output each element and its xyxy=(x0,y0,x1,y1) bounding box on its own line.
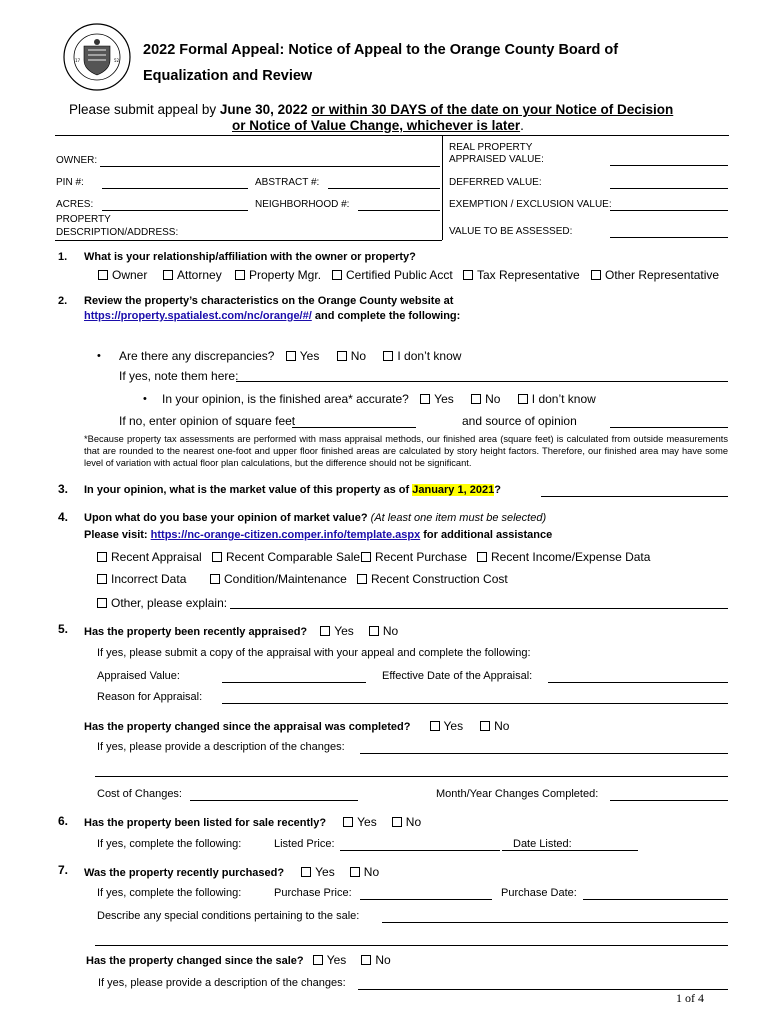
checkbox-icon[interactable] xyxy=(591,270,601,280)
q1-option-cpa[interactable] xyxy=(332,268,453,282)
q2-link-line xyxy=(84,310,460,322)
q5-changed-desc-label: If yes, please provide a description of the changes: xyxy=(97,741,345,753)
q1-option-attorney[interactable] xyxy=(163,268,222,282)
q1-number: 1. xyxy=(58,251,68,263)
q3-market-value-field[interactable] xyxy=(541,496,728,497)
bullet-icon: • xyxy=(97,350,101,362)
yes-label: Yes xyxy=(299,349,320,363)
checkbox-icon[interactable] xyxy=(343,817,353,827)
q4-note: (At least one item must be selected) xyxy=(370,512,547,524)
desc-label-1: PROPERTY xyxy=(56,214,111,225)
q7-purchase-price-label: Purchase Price: xyxy=(274,887,352,899)
q5-question: Has the property been recently appraised? xyxy=(84,626,308,638)
q4-opt-construction-cost[interactable] xyxy=(357,572,508,586)
q6-date-listed-label: Date Listed: xyxy=(513,838,572,850)
yes-label: Yes xyxy=(326,953,347,967)
q4-option-label: Condition/Maintenance xyxy=(224,572,347,586)
no-label: No xyxy=(363,865,380,879)
pin-field[interactable] xyxy=(102,188,248,189)
checkbox-icon[interactable] xyxy=(235,270,245,280)
desc-label-2: DESCRIPTION/ADDRESS: xyxy=(56,227,179,238)
exemption-label: EXEMPTION / EXCLUSION VALUE: xyxy=(449,199,612,210)
form-title-line1: 2022 Formal Appeal: Notice of Appeal to the Orange County Board of xyxy=(143,42,619,58)
q2-note-field[interactable] xyxy=(236,381,728,382)
svg-text:52: 52 xyxy=(114,58,120,63)
q1-option-other-rep[interactable] xyxy=(591,268,719,282)
q7-purchase-price-field[interactable] xyxy=(360,899,492,900)
yes-label: Yes xyxy=(315,865,335,879)
no-label: No xyxy=(485,392,501,406)
q2-disc-no[interactable] xyxy=(337,349,366,363)
checkbox-icon[interactable] xyxy=(97,574,107,584)
q7-question-row xyxy=(84,865,379,879)
no-label: No xyxy=(382,624,399,638)
q2-source-label: and source of opinion xyxy=(462,414,577,428)
q4-visit-label: Please visit: xyxy=(84,529,148,541)
submit-deadline-line1 xyxy=(69,102,673,117)
q3-question-row xyxy=(84,484,501,496)
checkbox-icon[interactable] xyxy=(313,955,323,965)
checkbox-icon[interactable] xyxy=(477,552,487,562)
q2-footnote: *Because property tax assessments are performed with mass appraisal methods, our finished area (square feet) is calculated from outside measurements that are rounded to the nearest one-foot and upper floor finished areas are calculated by story height factors. Therefore, our finished area may have some level of variation with actual floor plan calculations, but the difference should not be significant. xyxy=(84,434,728,468)
checkbox-icon[interactable] xyxy=(420,394,430,404)
q6-question-row xyxy=(84,815,421,829)
checkbox-icon[interactable] xyxy=(430,721,440,731)
q4-after-link: for additional assistance xyxy=(423,529,553,541)
q4-opt-incorrect-data[interactable] xyxy=(97,572,186,586)
submit-end: . xyxy=(520,118,524,133)
q7-changed-no[interactable] xyxy=(361,953,390,967)
q4-option-label: Recent Appraisal xyxy=(111,550,202,564)
q6-if-yes: If yes, complete the following: xyxy=(97,838,242,850)
q7-purchase-date-label: Purchase Date: xyxy=(501,887,577,899)
q5-question-row xyxy=(84,624,398,638)
dont-know-label: I don’t know xyxy=(531,392,596,406)
bullet-icon: • xyxy=(143,393,147,405)
q1-option-owner[interactable] xyxy=(98,268,147,282)
q1-option-label: Attorney xyxy=(177,268,222,282)
table-divider xyxy=(442,136,443,240)
submit-line2: or Notice of Value Change, whichever is later xyxy=(232,118,521,133)
q5-changed-desc-field[interactable] xyxy=(360,753,728,754)
q7-special-field[interactable] xyxy=(382,922,728,923)
q4-other-label: Other, please explain: xyxy=(111,596,228,610)
q5-appraised-value-field[interactable] xyxy=(222,682,366,683)
q5-effective-date-label: Effective Date of the Appraisal: xyxy=(382,670,533,682)
checkbox-icon[interactable] xyxy=(357,574,367,584)
appraised-value-field[interactable] xyxy=(610,165,728,166)
q3-end: ? xyxy=(494,484,501,496)
assessed-value-field[interactable] xyxy=(610,237,728,238)
no-label: No xyxy=(405,815,422,829)
checkbox-icon[interactable] xyxy=(332,270,342,280)
checkbox-icon[interactable] xyxy=(463,270,473,280)
q7-special-field-2[interactable] xyxy=(95,945,728,946)
q7-changed-desc-field[interactable] xyxy=(358,989,728,990)
no-label: No xyxy=(350,349,367,363)
q2-number: 2. xyxy=(58,295,68,307)
q3-number: 3. xyxy=(58,482,69,496)
q7-number: 7. xyxy=(58,863,69,877)
q5-yes[interactable] xyxy=(320,624,354,638)
submit-mid: or within 30 DAYS of the date on your Notice of Decision xyxy=(311,102,674,117)
q1-option-label: Certified Public Acct xyxy=(346,268,453,282)
acres-field[interactable] xyxy=(102,210,248,211)
table-top-rule xyxy=(55,135,729,136)
q5-changed-desc-field-2[interactable] xyxy=(95,776,728,777)
q2-disc-dont-know[interactable] xyxy=(383,349,461,363)
submit-date: June 30, 2022 xyxy=(219,102,308,117)
yes-label: Yes xyxy=(357,815,377,829)
checkbox-icon[interactable] xyxy=(286,351,296,361)
deferred-label: DEFERRED VALUE: xyxy=(449,177,542,188)
checkbox-icon[interactable] xyxy=(471,394,481,404)
q4-opt-recent-purchase[interactable] xyxy=(361,550,467,564)
q2-source-field[interactable] xyxy=(610,427,728,428)
q1-option-label: Tax Representative xyxy=(477,268,580,282)
q2-discrepancies-label: Are there any discrepancies? xyxy=(119,349,275,363)
q4-number: 4. xyxy=(58,510,69,524)
checkbox-icon[interactable] xyxy=(361,552,371,562)
q5-month-year-field[interactable] xyxy=(610,800,728,801)
q2-finished-area-row xyxy=(162,392,596,406)
pin-label: PIN #: xyxy=(56,177,84,188)
submit-deadline-line2 xyxy=(232,118,524,133)
assessed-label: VALUE TO BE ASSESSED: xyxy=(449,226,573,237)
q4-opt-comparable-sale[interactable] xyxy=(212,550,360,564)
q3-date-highlight: January 1, 2021 xyxy=(412,484,495,496)
q2-sqft-field[interactable] xyxy=(292,427,416,428)
q5-changed-yes[interactable] xyxy=(430,719,464,733)
q7-if-yes: If yes, complete the following: xyxy=(97,887,242,899)
checkbox-icon[interactable] xyxy=(361,955,371,965)
q5-cost-label: Cost of Changes: xyxy=(97,788,182,800)
checkbox-icon[interactable] xyxy=(383,351,393,361)
q1-question: What is your relationship/affiliation with the owner or property? xyxy=(84,251,416,263)
q2-sqft-label: If no, enter opinion of square feet xyxy=(119,414,296,428)
q3-question: In your opinion, what is the market value of this property as of xyxy=(84,484,410,496)
q4-opt-income-expense[interactable] xyxy=(477,550,650,564)
q5-number: 5. xyxy=(58,622,69,636)
q1-option-property-mgr[interactable] xyxy=(235,268,321,282)
q6-date-listed-field[interactable] xyxy=(502,850,638,851)
q7-no[interactable] xyxy=(350,865,379,879)
yes-label: Yes xyxy=(434,392,454,406)
q5-changed-no[interactable] xyxy=(480,719,509,733)
q6-listed-price-label: Listed Price: xyxy=(274,838,335,850)
abstract-field[interactable] xyxy=(328,188,440,189)
q7-changed-desc-label: If yes, please provide a description of the changes: xyxy=(98,977,346,989)
q7-question: Was the property recently purchased? xyxy=(84,867,285,879)
q5-no[interactable] xyxy=(369,624,398,638)
abstract-label: ABSTRACT #: xyxy=(255,177,320,188)
q7-yes[interactable] xyxy=(301,865,335,879)
checkbox-icon[interactable] xyxy=(301,867,311,877)
q4-option-label: Incorrect Data xyxy=(111,572,187,586)
q4-question: Upon what do you base your opinion of market value? xyxy=(84,512,368,524)
q4-other-field[interactable] xyxy=(230,608,728,609)
comper-link[interactable]: https://nc-orange-citizen.comper.info/template.aspx xyxy=(150,529,421,541)
q4-opt-other[interactable] xyxy=(97,596,227,610)
q7-changed-yes[interactable] xyxy=(313,953,347,967)
county-seal xyxy=(62,22,132,92)
q2-disc-yes[interactable] xyxy=(286,349,320,363)
q5-month-year-label: Month/Year Changes Completed: xyxy=(436,788,599,800)
form-title-line2: Equalization and Review xyxy=(143,68,313,84)
checkbox-icon[interactable] xyxy=(480,721,490,731)
checkbox-icon[interactable] xyxy=(518,394,528,404)
yes-label: Yes xyxy=(334,624,354,638)
checkbox-icon[interactable] xyxy=(212,552,222,562)
svg-text:17: 17 xyxy=(75,58,81,63)
q2-after-link: and complete the following: xyxy=(314,310,461,322)
deferred-value-field[interactable] xyxy=(610,188,728,189)
q6-number: 6. xyxy=(58,814,69,828)
q7-changed-question: Has the property changed since the sale? xyxy=(86,955,304,967)
q2-area-yes[interactable] xyxy=(420,392,454,406)
checkbox-icon[interactable] xyxy=(210,574,220,584)
checkbox-icon[interactable] xyxy=(163,270,173,280)
neighborhood-field[interactable] xyxy=(358,210,440,211)
q5-cost-field[interactable] xyxy=(190,800,358,801)
checkbox-icon[interactable] xyxy=(392,817,402,827)
q4-opt-recent-appraisal[interactable] xyxy=(97,550,202,564)
q7-changed-row xyxy=(86,953,391,967)
no-label: No xyxy=(494,719,510,733)
spatialest-link[interactable]: https://property.spatialest.com/nc/orange/#/ xyxy=(84,310,312,322)
neighborhood-label: NEIGHBORHOOD #: xyxy=(255,199,350,210)
q1-option-label: Property Mgr. xyxy=(249,268,322,282)
yes-label: Yes xyxy=(443,719,464,733)
q2-area-no[interactable] xyxy=(471,392,500,406)
owner-field[interactable] xyxy=(100,166,440,167)
q4-option-label: Recent Construction Cost xyxy=(371,572,508,586)
checkbox-icon[interactable] xyxy=(98,270,108,280)
page-number: 1 of 4 xyxy=(676,991,704,1005)
q6-listed-price-field[interactable] xyxy=(340,850,500,851)
q4-option-label: Recent Income/Expense Data xyxy=(491,550,651,564)
q1-option-label: Owner xyxy=(112,268,148,282)
q2-question: Review the property’s characteristics on the Orange County website at xyxy=(84,295,454,307)
q5-changed-question: Has the property changed since the appraisal was completed? xyxy=(84,721,411,733)
q2-note-label: If yes, note them here: xyxy=(119,369,239,383)
q4-visit-row xyxy=(84,529,552,541)
real-property-label-1: REAL PROPERTY xyxy=(449,142,533,153)
checkbox-icon[interactable] xyxy=(97,552,107,562)
q2-area-dont-know[interactable] xyxy=(518,392,596,406)
q5-appraised-value-label: Appraised Value: xyxy=(97,670,180,682)
checkbox-icon[interactable] xyxy=(369,626,379,636)
q5-effective-date-field[interactable] xyxy=(548,682,728,683)
q1-option-label: Other Representative xyxy=(605,268,720,282)
q4-question-row xyxy=(84,512,546,524)
q1-option-tax-rep[interactable] xyxy=(463,268,580,282)
q7-purchase-date-field[interactable] xyxy=(583,899,728,900)
acres-label: ACRES: xyxy=(56,199,94,210)
q5-changed-row xyxy=(84,719,509,733)
owner-label: OWNER: xyxy=(56,155,98,166)
desc-field[interactable] xyxy=(55,240,442,241)
q5-if-yes: If yes, please submit a copy of the appraisal with your appeal and complete the following: xyxy=(97,647,531,659)
q5-reason-field[interactable] xyxy=(222,703,728,704)
q5-reason-label: Reason for Appraisal: xyxy=(97,691,203,703)
q2-discrepancies-row xyxy=(119,349,461,363)
checkbox-icon[interactable] xyxy=(350,867,360,877)
exemption-value-field[interactable] xyxy=(610,210,728,211)
no-label: No xyxy=(375,953,391,967)
checkbox-icon[interactable] xyxy=(320,626,330,636)
submit-prefix: Please submit appeal by xyxy=(69,102,217,117)
checkbox-icon[interactable] xyxy=(97,598,107,608)
q6-yes[interactable] xyxy=(343,815,377,829)
real-property-label-2: APPRAISED VALUE: xyxy=(449,154,544,165)
q6-question: Has the property been listed for sale recently? xyxy=(84,817,327,829)
checkbox-icon[interactable] xyxy=(337,351,347,361)
q2-finished-area-label: In your opinion, is the finished area* accurate? xyxy=(162,392,409,406)
dont-know-label: I don’t know xyxy=(397,349,462,363)
q4-opt-condition[interactable] xyxy=(210,572,347,586)
q4-option-label: Recent Purchase xyxy=(375,550,468,564)
q7-special-label: Describe any special conditions pertaining to the sale: xyxy=(97,910,360,922)
q6-no[interactable] xyxy=(392,815,421,829)
q4-option-label: Recent Comparable Sale xyxy=(226,550,361,564)
